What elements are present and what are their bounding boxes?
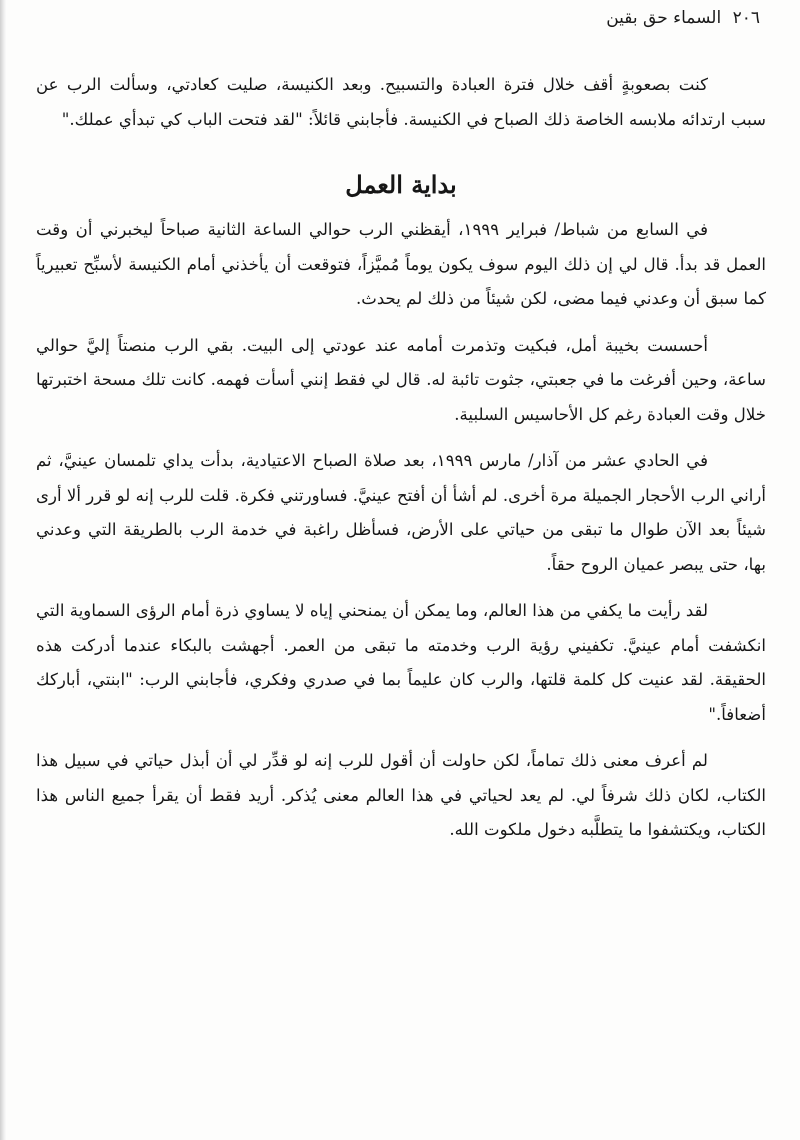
paragraph: أحسست بخيبة أمل، فبكيت وتذمرت أمامه عند عودتي إلى البيت. بقي الرب منصتاً إليَّ حوالي ساعة، وحين أفرغت ما في جعبتي، جثوت تائبة له. قال لي فقط إنني أسأت فهمه. كانت تلك مسحة اختبرتها خلال وقت العبادة رغم كل الأحاسيس السلبية. <box>36 335 766 424</box>
section-heading: بداية العمل <box>345 170 457 199</box>
paragraph: في السابع من شباط/ فبراير ١٩٩٩، أيقظني الرب حوالي الساعة الثانية صباحاً ليخبرني أن وقت العمل قد بدأ. قال لي إن ذلك اليوم سوف يكون يوماً مُميَّزاً، فتوقعت أن يأخذني أمام الكنيسة لأسبِّح تعبيرياً كما سبق أن وعدني فيما مضى، لكن شيئاً من ذلك لم يحدث. <box>36 220 766 308</box>
paragraph: في الحادي عشر من آذار/ مارس ١٩٩٩، بعد صلاة الصباح الاعتيادية، بدأت يداي تلمسان عينيَّ، ثم أراني الرب الأحجار الجميلة مرة أخرى. لم أشأ أن أفتح عينيَّ. فساورتني فكرة. قلت للرب إنه لو قرر ألا أرى شيئاً بعد الآن طوال ما تبقى من حياتي على الأرض، فسأظل راغبة في خدمة الرب بالطريقة التي وعدني بها، حتى يبصر عميان الروح حقاً. <box>36 451 766 574</box>
page-binding-edge <box>0 0 6 1140</box>
page-number: ٢٠٦ <box>732 8 760 28</box>
running-head <box>606 8 760 28</box>
paragraph: لقد رأيت ما يكفي من هذا العالم، وما يمكن أن يمنحني إياه لا يساوي ذرة أمام الرؤى السماوية التي انكشفت أمام عينيَّ. تكفيني رؤية الرب وخدمته ما تبقى من العمر. أجهشت بالبكاء عندما أدركت هذه الحقيقة. لقد عنيت كل كلمة قلتها، والرب كان عليماً بما في صدري وفكري، فأجابني الرب: "ابنتي، أباركك أضعافاً." <box>36 601 766 724</box>
paragraph-intro: كنت بصعوبةٍ أقف خلال فترة العبادة والتسبيح. وبعد الكنيسة، صليت كعادتي، وسألت الرب عن سبب ارتدائه ملابسه الخاصة ذلك الصباح في الكنيسة. فأجابني قائلاً: "لقد فتحت الباب كي تبدأي عملك." <box>36 75 766 129</box>
book-title: السماء حق بقين <box>606 8 722 28</box>
page-body <box>36 68 766 848</box>
paragraph: لم أعرف معنى ذلك تماماً، لكن حاولت أن أقول للرب إنه لو قدِّر لي أن أبذل حياتي في سبيل هذا الكتاب، لكان ذلك شرفاً لي. لم يعد لحياتي في هذا العالم معنى يُذكر. أريد فقط أن يقرأ جميع الناس هذا الكتاب، ويكتشفوا ما يتطلَّبه دخول ملكوت الله. <box>36 751 766 839</box>
